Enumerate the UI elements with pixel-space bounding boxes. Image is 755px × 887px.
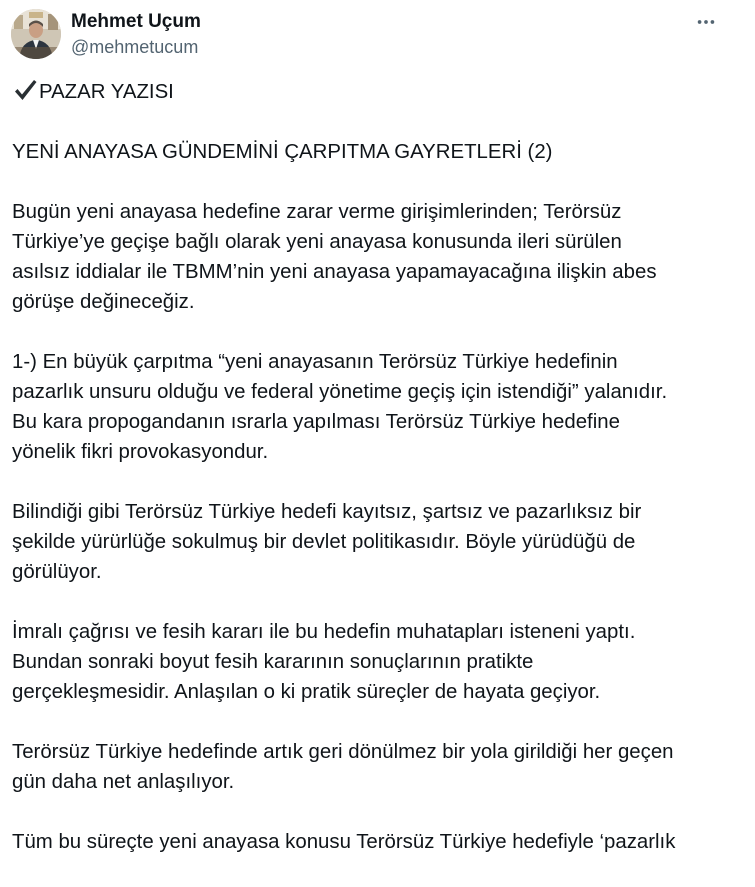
tweet-text-line: görülüyor. (12, 561, 102, 583)
tweet-text-line: gerçekleşmesidir. Anlaşılan o ki pratik süreçler de hayata geçiyor. (12, 681, 601, 703)
tweet-paragraph (12, 617, 742, 707)
tweet-text-line: 1-) En büyük çarpıtma “yeni anayasanın Terörsüz Türkiye hedefinin (12, 351, 618, 373)
tweet-paragraph (12, 197, 742, 317)
tweet-text-line: asılsız iddialar ile TBMM’nin yeni anayasa yapamayacağına ilişkin abes (12, 261, 657, 283)
tweet-paragraph (12, 737, 742, 797)
tweet-text-line: Bugün yeni anayasa hedefine zarar verme girişimlerinden; Terörsüz (12, 201, 622, 223)
tweet-text-line: Terörsüz Türkiye hedefinde artık geri dönülmez bir yola girildiği her geçen (12, 741, 674, 763)
tweet-text-line: Bundan sonraki boyut fesih kararının sonuçlarının pratikte (12, 651, 534, 673)
author-username[interactable]: @mehmetucum (71, 37, 199, 57)
tweet-paragraph (12, 347, 742, 467)
tweet-text-line: şekilde yürürlüğe sokulmuş bir devlet politikasıdır. Böyle yürüdüğü de (12, 531, 636, 553)
tweet-text-line: görüşe değineceğiz. (12, 291, 195, 313)
tweet-title: YENİ ANAYASA GÜNDEMİNİ ÇARPITMA GAYRETLERİ (2) (12, 141, 553, 163)
tweet-text-line: pazarlık unsuru olduğu ve federal yönetime geçiş için istendiği” yalanıdır. (12, 381, 668, 403)
tweet-text-line: Tüm bu süreçte yeni anayasa konusu Terörsüz Türkiye hedefiyle ‘pazarlık (12, 831, 676, 853)
tweet-heading: PAZAR YAZISI (39, 81, 174, 103)
tweet-heading-line (12, 77, 742, 107)
tweet-title-line (12, 137, 742, 167)
avatar[interactable] (11, 9, 61, 59)
tweet-paragraph (12, 827, 742, 857)
tweet-paragraph (12, 497, 742, 587)
tweet-text-line: Türkiye’ye geçişe bağlı olarak yeni anayasa konusunda ileri sürülen (12, 231, 622, 253)
tweet-header (0, 0, 755, 72)
tweet-text (12, 77, 742, 887)
profile-photo-icon (11, 9, 61, 59)
more-horizontal-icon (695, 11, 717, 33)
tweet-text-line: İmralı çağrısı ve fesih kararı ile bu hedefin muhatapları isteneni yaptı. (12, 621, 636, 643)
author-display-name[interactable]: Mehmet Uçum (71, 11, 201, 32)
tweet-text-line: gün daha net anlaşılıyor. (12, 771, 235, 793)
more-options-button[interactable] (686, 6, 726, 38)
check-mark-icon (12, 77, 38, 103)
tweet-text-line: yönelik fikri provokasyondur. (12, 441, 269, 463)
tweet-text-line: Bu kara propogandanın ısrarla yapılması Terörsüz Türkiye hedefine (12, 411, 620, 433)
tweet-paragraphs (12, 197, 742, 857)
tweet-text-line: Bilindiği gibi Terörsüz Türkiye hedefi kayıtsız, şartsız ve pazarlıksız bir (12, 501, 642, 523)
